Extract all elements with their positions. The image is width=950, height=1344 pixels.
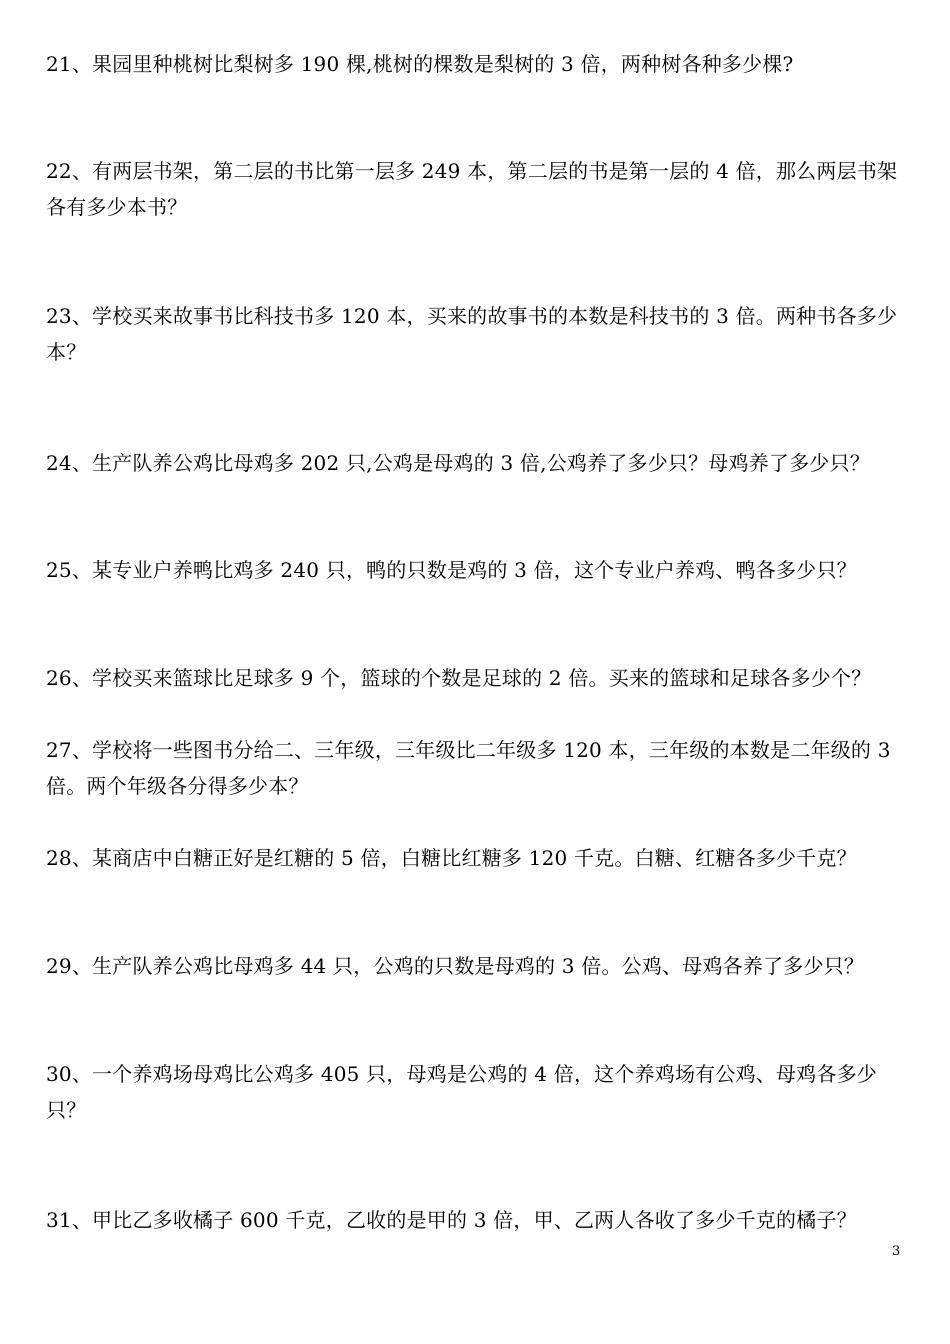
question-26: 26、学校买来篮球比足球多 9 个，篮球的个数是足球的 2 倍。买来的篮球和足球各多少个？ [46,666,872,690]
question-24: 24、生产队养公鸡比母鸡多 202 只,公鸡是母鸡的 3 倍,公鸡养了多少只？母鸡养了多少只？ [46,451,870,475]
question-28: 28、某商店中白糖正好是红糖的 5 倍，白糖比红糖多 120 千克。白糖、红糖各多少千克？ [46,846,857,870]
question-30: 30、一个养鸡场母鸡比公鸡多 405 只，母鸡是公鸡的 4 倍，这个养鸡场有公鸡、母鸡各多少只？ [46,1062,877,1122]
question-23: 23、学校买来故事书比科技书多 120 本，买来的故事书的本数是科技书的 3 倍。两种书各多少本？ [46,304,898,364]
question-27: 27、学校将一些图书分给二、三年级，三年级比二年级多 120 本，三年级的本数是二年级的 3 倍。两个年级各分得多少本？ [46,738,891,798]
question-25: 25、某专业户养鸭比鸡多 240 只，鸭的只数是鸡的 3 倍，这个专业户养鸡、鸭各多少只？ [46,558,857,582]
page-number: 3 [892,1244,901,1259]
question-21: 21、果园里种桃树比梨树多 190 棵,桃树的棵数是梨树的 3 倍，两种树各种多少棵? [46,52,794,76]
question-29: 29、生产队养公鸡比母鸡多 44 只，公鸡的只数是母鸡的 3 倍。公鸡、母鸡各养了多少只？ [46,954,865,978]
question-22: 22、有两层书架，第二层的书比第一层多 249 本，第二层的书是第一层的 4 倍，那么两层书架各有多少本书？ [46,159,898,219]
question-31: 31、甲比乙多收橘子 600 千克，乙收的是甲的 3 倍，甲、乙两人各收了多少千克的橘子？ [46,1208,857,1232]
